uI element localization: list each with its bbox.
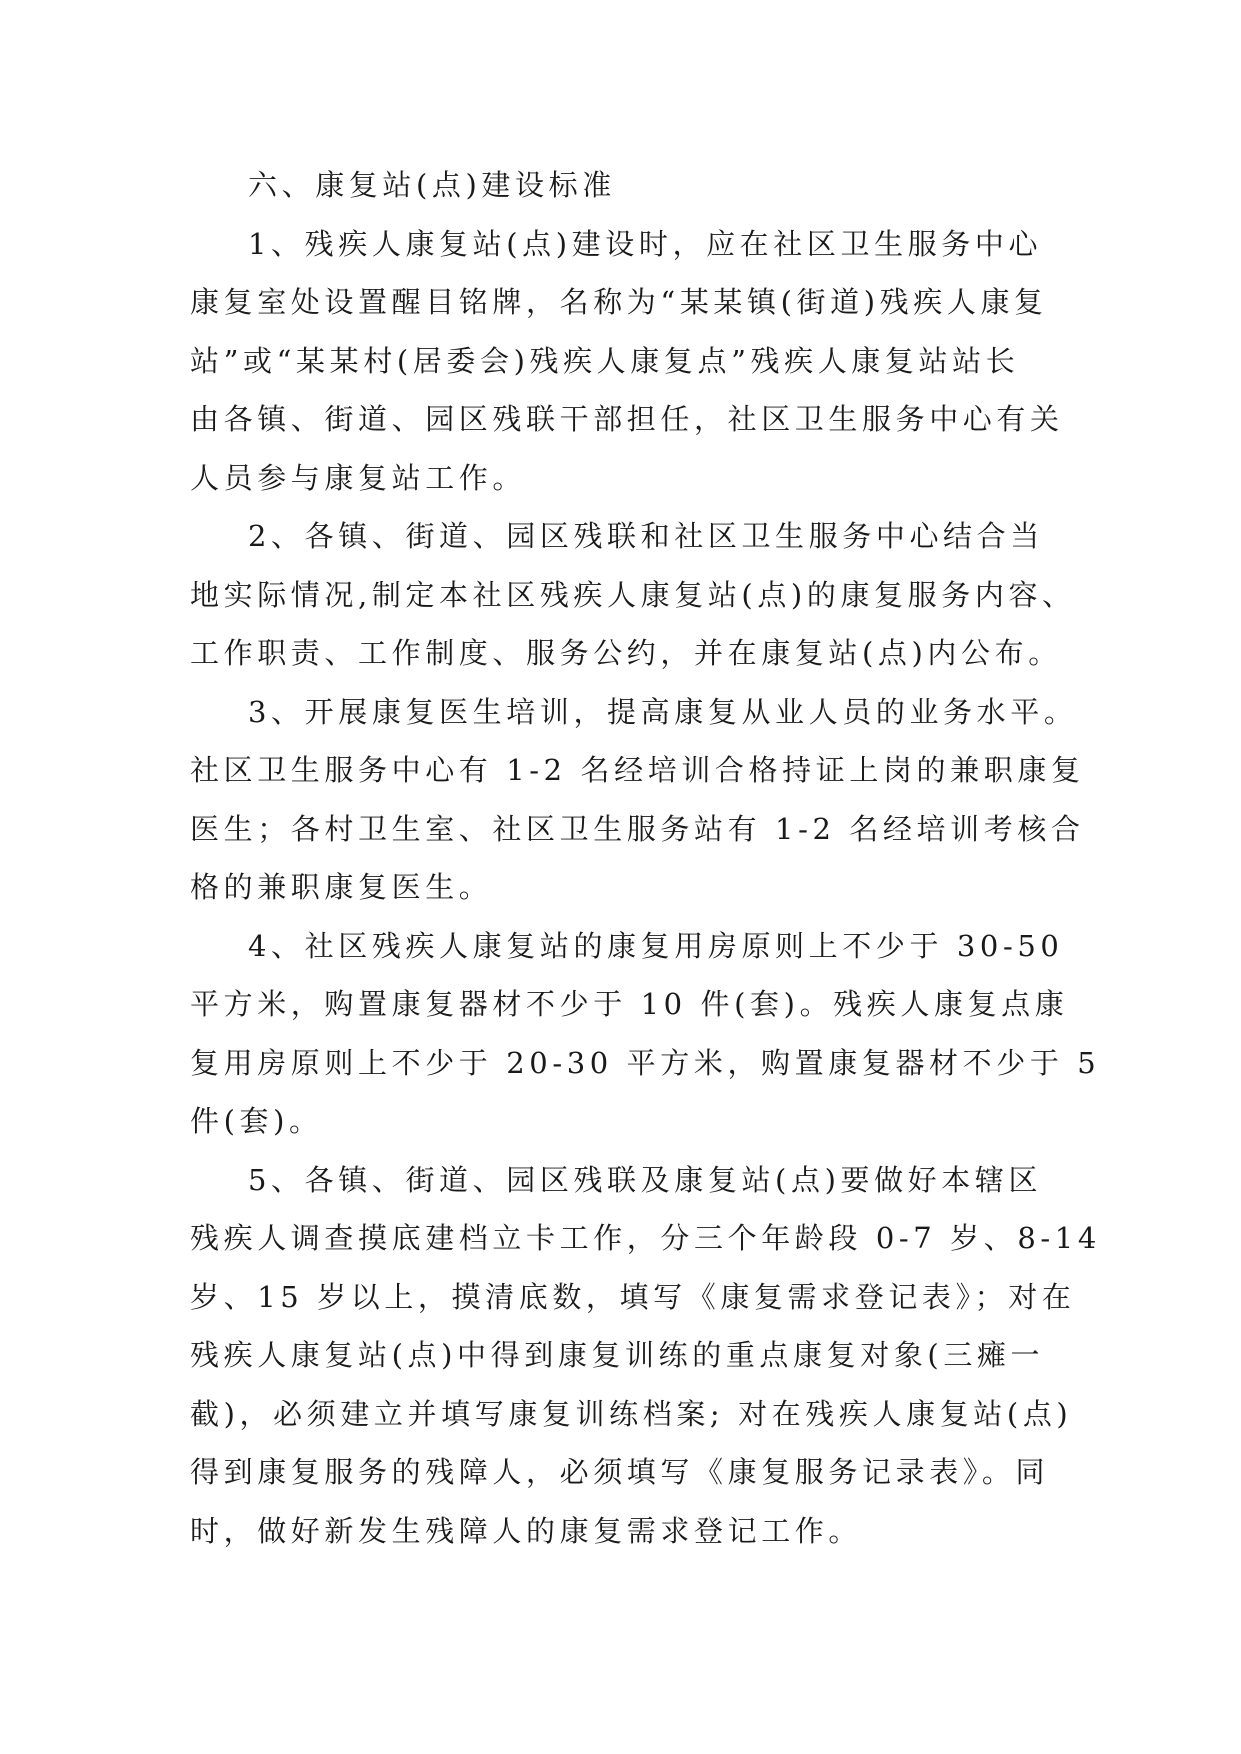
paragraph-line: 工作职责、工作制度、服务公约，并在康复站(点)内公布。	[190, 636, 1062, 670]
paragraph-line: 社区卫生服务中心有 1-2 名经培训合格持证上岗的兼职康复	[190, 753, 1085, 787]
paragraph-line: 岁、15 岁以上，摸清底数，填写《康复需求登记表》；对在	[190, 1279, 1076, 1314]
paragraph-line: 2、各镇、街道、园区残联和社区卫生服务中心结合当	[248, 519, 1044, 553]
paragraph-line: 1、残疾人康复站(点)建设时，应在社区卫生服务中心	[248, 226, 1043, 261]
paragraph-5	[190, 1151, 1101, 1561]
paragraph-line: 截)，必须建立并填写康复训练档案; 对在残疾人康复站(点)	[190, 1396, 1073, 1431]
paragraph-line: 人员参与康复站工作。	[190, 460, 527, 495]
paragraph-line: 复用房原则上不少于 20-30 平方米，购置康复器材不少于 5	[190, 1045, 1101, 1080]
paragraph-line: 医生；各村卫生室、社区卫生服务站有 1-2 名经培训考核合	[190, 811, 1085, 846]
document-body	[190, 156, 1101, 1560]
paragraph-line: 平方米，购置康复器材不少于 10 件(套)。残疾人康复点康	[190, 987, 1069, 1021]
paragraph-line: 康复室处设置醒目铭牌，名称为“某某镇(街道)残疾人康复	[190, 285, 1048, 319]
paragraph-line: 得到康复服务的残障人，必须填写《康复服务记录表》。同	[190, 1455, 1050, 1489]
paragraph-line: 5、各镇、街道、园区残联及康复站(点)要做好本辖区	[248, 1162, 1043, 1197]
paragraph-line: 残疾人康复站(点)中得到康复训练的重点康复对象(三瘫一	[190, 1338, 1045, 1372]
paragraph-line: 4、社区残疾人康复站的康复用房原则上不少于 30-50	[248, 928, 1064, 963]
section-heading: 六、康复站(点)建设标准	[248, 168, 616, 202]
paragraph-line: 时，做好新发生残障人的康复需求登记工作。	[190, 1513, 863, 1548]
paragraph-line: 站”或“某某村(居委会)残疾人康复点”残疾人康复站站长	[190, 343, 1020, 378]
paragraph-2	[190, 507, 1076, 683]
paragraph-line: 格的兼职康复医生。	[190, 870, 493, 904]
paragraph-line: 由各镇、街道、园区残联干部担任，社区卫生服务中心有关	[190, 402, 1064, 436]
paragraph-line: 3、开展康复医生培训，提高康复从业人员的业务水平。	[248, 694, 1078, 729]
paragraph-1	[190, 215, 1070, 508]
paragraph-4	[190, 917, 1101, 1151]
paragraph-line: 件(套)。	[190, 1104, 323, 1138]
paragraph-3	[190, 683, 1085, 917]
paragraph-line: 地实际情况,制定本社区残疾人康复站(点)的康复服务内容、	[190, 577, 1076, 612]
paragraph-line: 残疾人调查摸底建档立卡工作，分三个年龄段 0-7 岁、8-14	[190, 1221, 1101, 1255]
